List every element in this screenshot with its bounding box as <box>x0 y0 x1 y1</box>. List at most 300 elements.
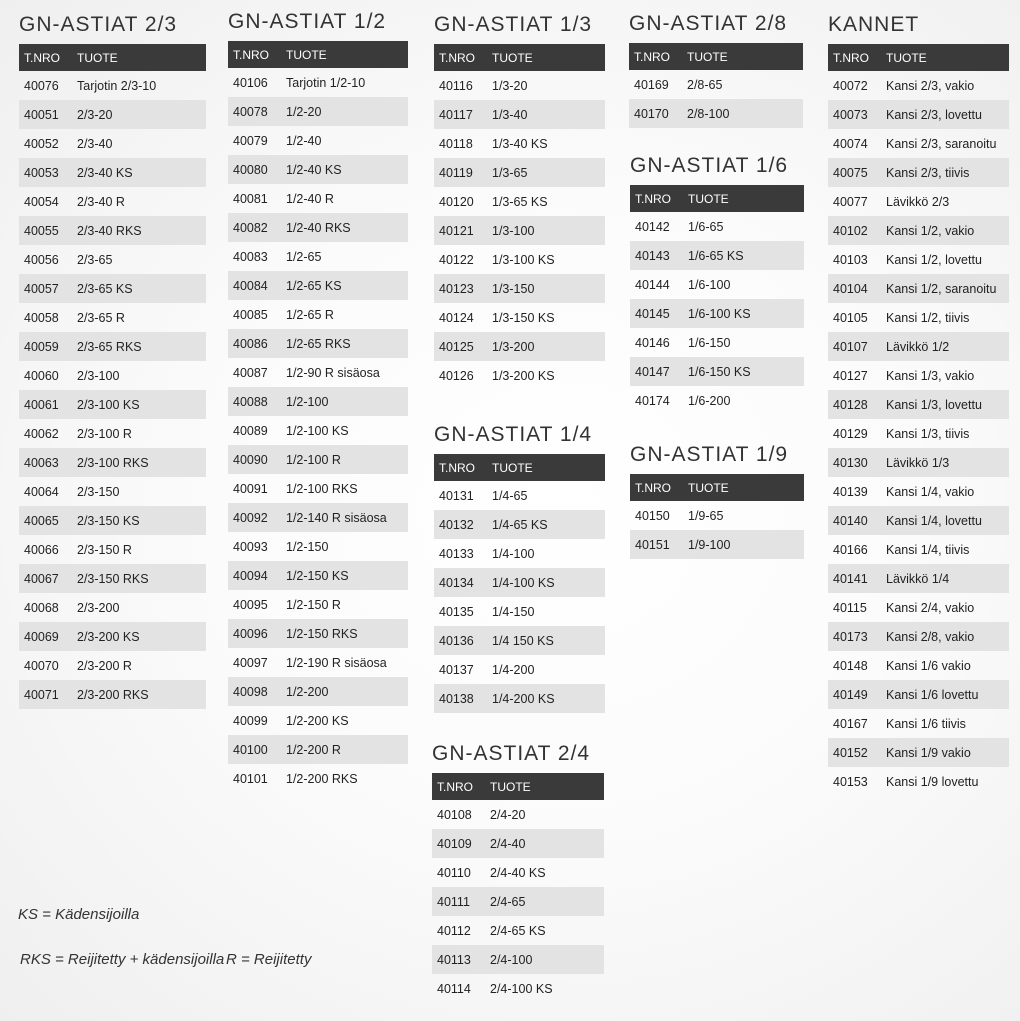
product-code: 40115 <box>833 600 867 615</box>
header-product: TUOTE <box>492 50 533 65</box>
table-row <box>19 506 206 535</box>
product-name: 1/9-65 <box>688 508 724 523</box>
table-row <box>828 419 1009 448</box>
table-row <box>434 303 605 332</box>
product-code: 40133 <box>439 546 474 561</box>
product-code: 40078 <box>233 104 268 119</box>
product-name: Kansi 1/3, tiivis <box>886 426 970 441</box>
table-gn-1-2 <box>228 9 408 793</box>
table-row <box>228 503 408 532</box>
product-name: 2/3-150 <box>77 484 120 499</box>
table-row <box>228 706 408 735</box>
table-row <box>19 332 206 361</box>
header-code: T.NRO <box>833 50 869 65</box>
product-name: 1/6-65 <box>688 219 724 234</box>
product-code: 40063 <box>24 455 59 470</box>
header-product: TUOTE <box>687 49 728 64</box>
product-name: 2/4-100 KS <box>490 981 553 996</box>
table-row <box>828 245 1009 274</box>
product-name: Lävikkö 1/3 <box>886 455 950 470</box>
product-name: Kansi 2/4, vakio <box>886 600 975 615</box>
table-row <box>630 328 804 357</box>
header-product: TUOTE <box>490 779 531 794</box>
table-row <box>828 506 1009 535</box>
product-code: 40097 <box>233 655 268 670</box>
table-row <box>828 564 1009 593</box>
table-row <box>432 916 604 945</box>
table-row <box>19 274 206 303</box>
product-code: 40098 <box>233 684 268 699</box>
product-name: 2/3-100 KS <box>77 397 140 412</box>
product-name: 1/2-65 R <box>286 307 334 322</box>
table-row <box>828 477 1009 506</box>
product-name: 1/4 150 KS <box>492 633 554 648</box>
product-name: Kansi 2/3, saranoitu <box>886 136 997 151</box>
table-row <box>19 593 206 622</box>
table-row <box>434 361 605 390</box>
section-title: GN-ASTIAT 2/8 <box>629 12 788 35</box>
product-code: 40113 <box>437 952 471 967</box>
table-row <box>434 71 605 100</box>
product-code: 40125 <box>439 339 474 354</box>
table-row <box>19 622 206 651</box>
product-name: 1/2-150 R <box>286 597 341 612</box>
table-gn-2-4 <box>432 741 604 1003</box>
table-row <box>828 709 1009 738</box>
product-name: 1/4-100 KS <box>492 575 555 590</box>
product-code: 40083 <box>233 249 268 264</box>
product-code: 40088 <box>233 394 268 409</box>
product-code: 40130 <box>833 455 868 470</box>
product-code: 40057 <box>24 281 59 296</box>
product-name: 2/3-65 R <box>77 310 125 325</box>
table-gn-1-4 <box>434 422 605 713</box>
table-header <box>434 44 605 71</box>
header-product: TUOTE <box>688 191 729 206</box>
product-name: 1/2-200 R <box>286 742 341 757</box>
legend-r: R = Reijitetty <box>226 951 312 968</box>
table-row <box>19 100 206 129</box>
table-row <box>19 564 206 593</box>
product-name: 1/3-100 <box>492 223 535 238</box>
table-row <box>828 187 1009 216</box>
table-row <box>828 361 1009 390</box>
table-row <box>630 212 804 241</box>
table-gn-1-3 <box>434 12 605 390</box>
table-row <box>434 245 605 274</box>
table-row <box>828 622 1009 651</box>
product-name: Kansi 1/9 lovettu <box>886 774 979 789</box>
product-code: 40065 <box>24 513 59 528</box>
product-code: 40080 <box>233 162 268 177</box>
product-name: 2/4-40 KS <box>490 865 546 880</box>
table-header <box>630 185 804 212</box>
product-code: 40121 <box>439 223 474 238</box>
product-code: 40167 <box>833 716 868 731</box>
product-name: 1/2-150 KS <box>286 568 349 583</box>
product-name: Kansi 1/4, tiivis <box>886 542 970 557</box>
product-code: 40069 <box>24 629 59 644</box>
product-name: Lävikkö 2/3 <box>886 194 950 209</box>
product-name: 1/6-150 KS <box>688 364 751 379</box>
table-row <box>228 300 408 329</box>
table-row <box>228 416 408 445</box>
table-row <box>434 274 605 303</box>
product-name: 2/8-65 <box>687 77 723 92</box>
product-name: 2/3-40 R <box>77 194 125 209</box>
product-name: 1/9-100 <box>688 537 731 552</box>
product-code: 40103 <box>833 252 868 267</box>
product-code: 40148 <box>833 658 868 673</box>
product-code: 40117 <box>439 107 473 122</box>
table-header <box>630 474 804 501</box>
product-code: 40112 <box>437 923 471 938</box>
product-code: 40120 <box>439 194 474 209</box>
table-row <box>630 241 804 270</box>
table-row <box>228 619 408 648</box>
table-row <box>19 71 206 100</box>
product-name: 1/3-150 <box>492 281 535 296</box>
table-row <box>828 448 1009 477</box>
table-row <box>630 530 804 559</box>
product-name: Kansi 1/6 tiivis <box>886 716 966 731</box>
table-row <box>828 129 1009 158</box>
product-name: 1/2-40 RKS <box>286 220 351 235</box>
table-row <box>228 764 408 793</box>
product-name: 1/3-40 KS <box>492 136 548 151</box>
product-code: 40055 <box>24 223 59 238</box>
product-code: 40070 <box>24 658 59 673</box>
section-title: GN-ASTIAT 1/3 <box>434 13 593 36</box>
table-row <box>228 735 408 764</box>
product-code: 40068 <box>24 600 59 615</box>
product-name: 1/3-200 KS <box>492 368 555 383</box>
product-code: 40091 <box>233 481 268 496</box>
product-name: 2/3-65 RKS <box>77 339 142 354</box>
table-row <box>828 535 1009 564</box>
product-code: 40111 <box>437 894 470 909</box>
product-code: 40100 <box>233 742 268 757</box>
table-row <box>19 216 206 245</box>
product-name: Kansi 2/8, vakio <box>886 629 975 644</box>
table-row <box>434 332 605 361</box>
product-name: 1/2-150 RKS <box>286 626 358 641</box>
table-kannet <box>828 12 1009 796</box>
table-row <box>434 626 605 655</box>
product-name: 1/3-200 <box>492 339 535 354</box>
table-row <box>828 158 1009 187</box>
table-row <box>434 100 605 129</box>
table-row <box>828 332 1009 361</box>
header-code: T.NRO <box>634 49 670 64</box>
table-row <box>228 271 408 300</box>
product-name: 2/3-150 R <box>77 542 132 557</box>
table-row <box>228 358 408 387</box>
product-name: 2/4-20 <box>490 807 526 822</box>
product-name: 2/8-100 <box>687 106 730 121</box>
product-name: 2/3-40 <box>77 136 113 151</box>
table-row <box>228 242 408 271</box>
product-code: 40075 <box>833 165 868 180</box>
table-gn-2-3 <box>19 12 206 709</box>
product-name: Tarjotin 2/3-10 <box>77 78 157 93</box>
table-row <box>19 245 206 274</box>
product-name: 1/2-100 KS <box>286 423 349 438</box>
table-row <box>828 71 1009 100</box>
product-code: 40081 <box>233 191 268 206</box>
product-code: 40174 <box>635 393 670 408</box>
section-title: GN-ASTIAT 1/2 <box>228 10 387 33</box>
product-name: 1/3-65 KS <box>492 194 548 209</box>
table-row <box>228 648 408 677</box>
product-name: 1/4-65 <box>492 488 528 503</box>
product-name: Kansi 2/3, tiivis <box>886 165 970 180</box>
product-name: 1/4-65 KS <box>492 517 548 532</box>
product-name: 2/3-40 KS <box>77 165 133 180</box>
product-name: 2/3-100 RKS <box>77 455 149 470</box>
product-code: 40135 <box>439 604 474 619</box>
table-row <box>19 129 206 158</box>
product-code: 40129 <box>833 426 868 441</box>
product-code: 40145 <box>635 306 670 321</box>
product-code: 40086 <box>233 336 268 351</box>
product-code: 40134 <box>439 575 474 590</box>
product-name: Kansi 1/9 vakio <box>886 745 971 760</box>
product-name: 1/3-100 KS <box>492 252 555 267</box>
product-name: 1/2-190 R sisäosa <box>286 655 387 670</box>
table-header <box>629 43 803 70</box>
product-code: 40104 <box>833 281 868 296</box>
table-row <box>228 126 408 155</box>
product-name: 1/2-65 <box>286 249 322 264</box>
product-code: 40102 <box>833 223 868 238</box>
header-code: T.NRO <box>635 480 671 495</box>
table-row <box>19 448 206 477</box>
product-code: 40094 <box>233 568 268 583</box>
product-code: 40170 <box>634 106 669 121</box>
product-name: 1/2-150 <box>286 539 329 554</box>
table-row <box>228 532 408 561</box>
table-row <box>19 361 206 390</box>
product-name: 1/2-100 R <box>286 452 341 467</box>
product-code: 40108 <box>437 807 472 822</box>
product-name: 2/3-40 RKS <box>77 223 142 238</box>
table-row <box>828 303 1009 332</box>
table-row <box>828 100 1009 129</box>
product-name: 2/4-40 <box>490 836 526 851</box>
product-name: 2/3-20 <box>77 107 113 122</box>
table-row <box>434 684 605 713</box>
product-name: Kansi 1/4, vakio <box>886 484 975 499</box>
product-name: 2/4-100 <box>490 952 533 967</box>
table-row <box>228 97 408 126</box>
table-row <box>434 655 605 684</box>
product-name: Kansi 1/3, vakio <box>886 368 975 383</box>
table-row <box>228 68 408 97</box>
product-code: 40053 <box>24 165 59 180</box>
section-title: KANNET <box>828 13 920 36</box>
header-product: TUOTE <box>286 47 327 62</box>
product-name: 1/2-100 RKS <box>286 481 358 496</box>
product-code: 40139 <box>833 484 868 499</box>
table-row <box>434 129 605 158</box>
product-code: 40073 <box>833 107 868 122</box>
product-name: 2/3-200 R <box>77 658 132 673</box>
product-name: 1/2-65 RKS <box>286 336 351 351</box>
product-name: 1/3-20 <box>492 78 528 93</box>
product-code: 40082 <box>233 220 268 235</box>
product-name: Kansi 2/3, vakio <box>886 78 975 93</box>
product-name: 2/3-100 R <box>77 426 132 441</box>
table-row <box>434 597 605 626</box>
header-code: T.NRO <box>439 460 475 475</box>
product-code: 40067 <box>24 571 59 586</box>
legend-ks: KS = Kädensijoilla <box>18 906 140 923</box>
section-title: GN-ASTIAT 2/4 <box>432 742 591 765</box>
table-row <box>228 387 408 416</box>
product-code: 40147 <box>635 364 670 379</box>
header-code: T.NRO <box>439 50 475 65</box>
product-name: Tarjotin 1/2-10 <box>286 75 366 90</box>
product-name: 1/3-150 KS <box>492 310 555 325</box>
product-code: 40058 <box>24 310 59 325</box>
product-code: 40054 <box>24 194 59 209</box>
product-name: 1/4-100 <box>492 546 535 561</box>
table-row <box>228 445 408 474</box>
product-name: 2/3-65 KS <box>77 281 133 296</box>
table-row <box>630 501 804 530</box>
product-code: 40077 <box>833 194 868 209</box>
product-code: 40092 <box>233 510 268 525</box>
product-name: 1/6-150 <box>688 335 731 350</box>
section-title: GN-ASTIAT 1/6 <box>630 154 789 177</box>
product-name: Kansi 1/3, lovettu <box>886 397 982 412</box>
product-name: 1/6-100 KS <box>688 306 751 321</box>
product-code: 40062 <box>24 426 59 441</box>
product-name: Kansi 1/4, lovettu <box>886 513 982 528</box>
header-code: T.NRO <box>437 779 473 794</box>
section-title: GN-ASTIAT 1/9 <box>630 443 789 466</box>
product-code: 40151 <box>635 537 670 552</box>
table-row <box>434 216 605 245</box>
table-row <box>19 158 206 187</box>
product-code: 40152 <box>833 745 868 760</box>
product-name: 1/4-200 <box>492 662 535 677</box>
product-code: 40173 <box>833 629 868 644</box>
product-name: Kansi 1/2, lovettu <box>886 252 982 267</box>
product-code: 40064 <box>24 484 59 499</box>
header-product: TUOTE <box>886 50 927 65</box>
table-row <box>630 270 804 299</box>
product-code: 40131 <box>439 488 474 503</box>
product-code: 40056 <box>24 252 59 267</box>
table-header <box>432 773 604 800</box>
table-row <box>828 593 1009 622</box>
product-code: 40122 <box>439 252 474 267</box>
table-row <box>434 158 605 187</box>
product-code: 40132 <box>439 517 474 532</box>
product-name: Kansi 1/6 lovettu <box>886 687 979 702</box>
product-name: 1/2-40 <box>286 133 322 148</box>
product-code: 40074 <box>833 136 868 151</box>
product-code: 40072 <box>833 78 868 93</box>
table-row <box>19 680 206 709</box>
product-code: 40127 <box>833 368 868 383</box>
product-code: 40119 <box>439 165 473 180</box>
section-title: GN-ASTIAT 1/4 <box>434 423 593 446</box>
product-code: 40051 <box>24 107 59 122</box>
product-code: 40166 <box>833 542 868 557</box>
product-name: 2/3-150 RKS <box>77 571 149 586</box>
product-code: 40136 <box>439 633 474 648</box>
product-code: 40085 <box>233 307 268 322</box>
table-header <box>434 454 605 481</box>
product-name: 2/3-100 <box>77 368 120 383</box>
product-name: 1/4-200 KS <box>492 691 555 706</box>
product-code: 40110 <box>437 865 471 880</box>
product-code: 40107 <box>833 339 868 354</box>
table-gn-1-9 <box>630 442 804 559</box>
product-name: 1/2-20 <box>286 104 322 119</box>
product-code: 40095 <box>233 597 268 612</box>
product-code: 40059 <box>24 339 59 354</box>
product-name: 2/3-65 <box>77 252 113 267</box>
table-row <box>432 974 604 1003</box>
table-gn-1-6 <box>630 153 804 415</box>
table-row <box>828 738 1009 767</box>
table-row <box>432 945 604 974</box>
product-code: 40076 <box>24 78 59 93</box>
table-row <box>828 216 1009 245</box>
table-row <box>828 274 1009 303</box>
product-code: 40118 <box>439 136 473 151</box>
legend-rks: RKS = Reijitetty + kädensijoilla <box>20 951 225 968</box>
product-name: 1/2-40 KS <box>286 162 342 177</box>
header-code: T.NRO <box>24 50 60 65</box>
table-header <box>228 41 408 68</box>
table-row <box>828 680 1009 709</box>
table-gn-2-8 <box>629 11 803 128</box>
product-code: 40099 <box>233 713 268 728</box>
product-name: 1/2-100 <box>286 394 329 409</box>
product-code: 40128 <box>833 397 868 412</box>
product-name: 1/6-100 <box>688 277 731 292</box>
product-code: 40153 <box>833 774 868 789</box>
header-code: T.NRO <box>635 191 671 206</box>
product-code: 40105 <box>833 310 868 325</box>
table-row <box>19 419 206 448</box>
table-row <box>228 677 408 706</box>
product-name: 2/3-200 RKS <box>77 687 149 702</box>
product-name: 1/6-65 KS <box>688 248 744 263</box>
product-code: 40138 <box>439 691 474 706</box>
table-row <box>434 481 605 510</box>
table-row <box>432 800 604 829</box>
product-code: 40150 <box>635 508 670 523</box>
product-code: 40109 <box>437 836 472 851</box>
product-name: 1/2-65 KS <box>286 278 342 293</box>
product-name: 1/2-200 KS <box>286 713 349 728</box>
product-name: Kansi 2/3, lovettu <box>886 107 982 122</box>
table-row <box>630 386 804 415</box>
table-header <box>19 44 206 71</box>
product-code: 40084 <box>233 278 268 293</box>
table-row <box>19 303 206 332</box>
product-code: 40071 <box>24 687 59 702</box>
product-code: 40052 <box>24 136 59 151</box>
table-row <box>432 887 604 916</box>
product-name: 1/3-65 <box>492 165 528 180</box>
